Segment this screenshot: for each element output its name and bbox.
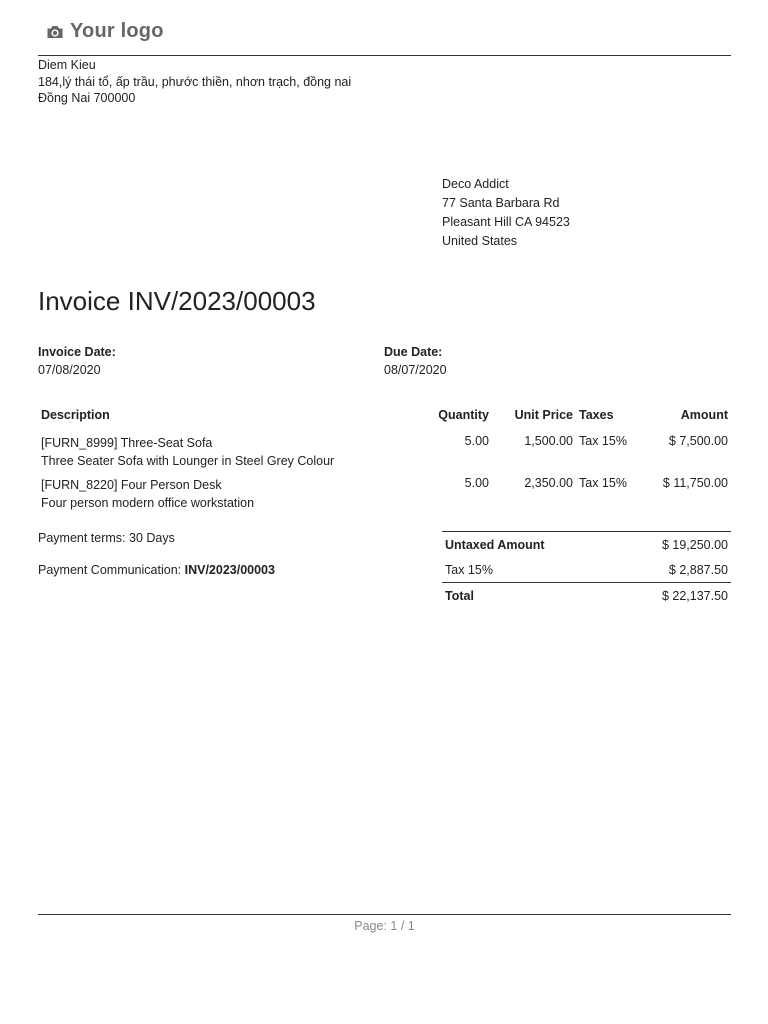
line-unit-price: 1,500.00 <box>524 434 573 448</box>
header-divider <box>38 55 731 56</box>
line-description <box>38 472 416 514</box>
customer-country: United States <box>442 234 518 248</box>
line-description <box>38 430 416 472</box>
line-unit-price: 2,350.00 <box>524 476 573 490</box>
company-city-line: Đồng Nai 700000 <box>38 91 136 105</box>
header-unit-price: Unit Price <box>514 408 573 422</box>
table-header-row <box>38 406 731 430</box>
line-amount: $ 7,500.00 <box>668 434 728 448</box>
line-quantity: 5.00 <box>464 434 489 448</box>
line-taxes: Tax 15% <box>579 476 627 490</box>
header-amount: Amount <box>680 408 728 422</box>
invoice-title: Invoice INV/2023/00003 <box>38 286 316 316</box>
untaxed-amount-row <box>442 531 731 557</box>
line-product-name: [FURN_8220] Four Person Desk <box>41 478 222 492</box>
page-number: Page: 1 / 1 <box>354 919 415 933</box>
payment-terms: Payment terms: 30 Days <box>38 531 175 545</box>
tax-label: Tax 15% <box>445 562 493 577</box>
payment-communication-label: Payment Communication: <box>38 563 182 577</box>
total-row <box>442 582 731 608</box>
line-product-name: [FURN_8999] Three-Seat Sofa <box>41 436 213 450</box>
due-date-block <box>384 343 447 379</box>
customer-address <box>442 175 570 251</box>
customer-name: Deco Addict <box>442 177 509 191</box>
due-date-value: 08/07/2020 <box>384 363 447 377</box>
camera-icon <box>46 24 64 40</box>
invoice-date-value: 07/08/2020 <box>38 363 101 377</box>
footer-divider <box>38 914 731 915</box>
logo-text: Your logo <box>70 20 164 42</box>
untaxed-amount-value: $ 19,250.00 <box>661 537 728 552</box>
payment-communication <box>38 563 275 577</box>
totals-summary <box>442 531 731 608</box>
line-product-detail: Four person modern office workstation <box>41 496 255 510</box>
invoice-date-block <box>38 343 116 379</box>
line-quantity: 5.00 <box>464 476 489 490</box>
untaxed-amount-label: Untaxed Amount <box>445 537 545 552</box>
total-value: $ 22,137.50 <box>661 588 728 603</box>
header-taxes: Taxes <box>579 408 614 422</box>
table-row <box>38 430 731 472</box>
payment-communication-value: INV/2023/00003 <box>184 563 275 577</box>
line-product-detail: Three Seater Sofa with Lounger in Steel Grey Colour <box>41 454 335 468</box>
customer-street: 77 Santa Barbara Rd <box>442 196 560 210</box>
table-row <box>38 472 731 514</box>
header-quantity: Quantity <box>438 408 489 422</box>
tax-row <box>442 557 731 582</box>
header-description: Description <box>41 408 110 422</box>
tax-value: $ 2,887.50 <box>668 562 728 577</box>
line-amount: $ 11,750.00 <box>662 476 728 490</box>
company-address-line: 184,lý thái tổ, ấp trầu, phước thiền, nhơn trạch, đồng nai <box>38 74 352 89</box>
company-name: Diem Kieu <box>38 58 96 72</box>
total-label: Total <box>445 588 474 603</box>
company-logo <box>46 20 164 43</box>
invoice-lines-table <box>38 406 731 514</box>
customer-city-line: Pleasant Hill CA 94523 <box>442 215 570 229</box>
line-taxes: Tax 15% <box>579 434 627 448</box>
due-date-label: Due Date: <box>384 345 443 359</box>
invoice-page <box>38 0 731 1024</box>
company-address <box>38 57 351 107</box>
invoice-date-label: Invoice Date: <box>38 345 116 359</box>
